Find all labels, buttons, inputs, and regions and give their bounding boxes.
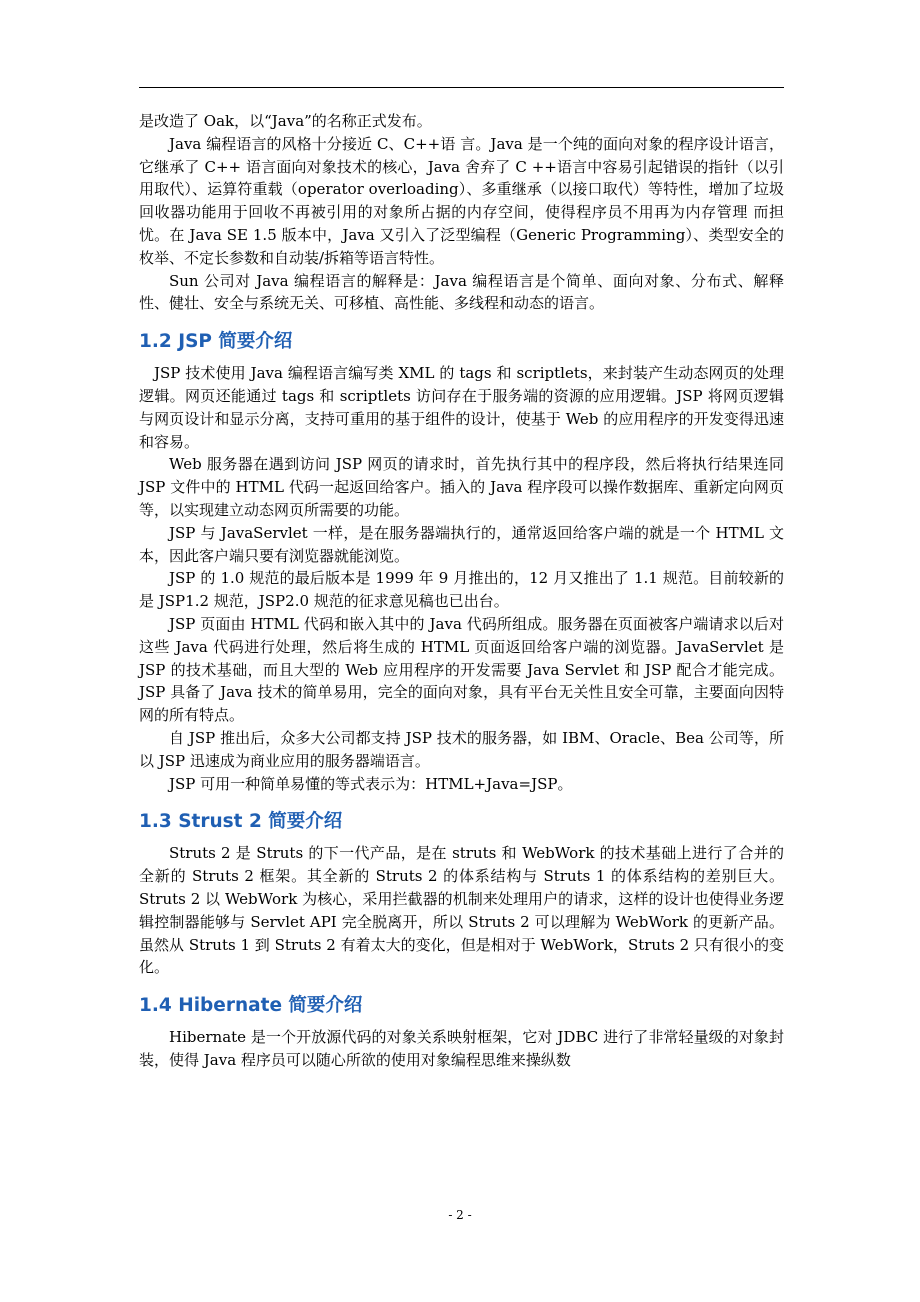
page-number: - 2 - <box>448 1208 472 1222</box>
paragraph: Java 编程语言的风格十分接近 C、C++语 言。Java 是一个纯的面向对象的程序设计语言，它继承了 C++ 语言面向对象技术的核心，Java 舍弃了 C ++语言中容易引起错误的指针（以引用取代）、运算符重载（operator overloading）、多重继承（以接口取代）等特性，增加了垃圾回收器功能用于回收不再被引用的对象所占据的内存空间，使得程序员不用再为内存管理 而担忧。在 Java SE 1.5 版本中，Java 又引入了泛型编程（Generic Programming）、类型安全的枚举、不定长参数和自动装/拆箱等语言特性。 <box>139 134 784 267</box>
paragraph: JSP 的 1.0 规范的最后版本是 1999 年 9 月推出的，12 月又推出了 1.1 规范。目前较新的是 JSP1.2 规范，JSP2.0 规范的征求意见稿也已出台。 <box>139 569 784 611</box>
paragraph: Web 服务器在遇到访问 JSP 网页的请求时，首先执行其中的程序段，然后将执行结果连同 JSP 文件中的 HTML 代码一起返回给客户。插入的 Java 程序段可以操作数据库、重新定向网页等，以实现建立动态网页所需要的功能。 <box>139 455 784 519</box>
section-heading-hibernate: 1.4 Hibernate 简要介绍 <box>139 995 363 1017</box>
section-heading-jsp: 1.2 JSP 简要介绍 <box>139 331 293 353</box>
paragraph: JSP 技术使用 Java 编程语言编写类 XML 的 tags 和 scriptlets，来封装产生动态网页的处理逻辑。网页还能通过 tags 和 scriptlets 访问存在于服务端的资源的应用逻辑。JSP 将网页逻辑与网页设计和显示分离，支持可重用的基于组件的设计，使基于 Web 的应用程序的开发变得迅速和容易。 <box>139 364 784 451</box>
document-body <box>139 110 784 1072</box>
paragraph: 是改造了 Oak，以“Java”的名称正式发布。 <box>139 112 432 130</box>
paragraph: Hibernate 是一个开放源代码的对象关系映射框架，它对 JDBC 进行了非常轻量级的对象封装，使得 Java 程序员可以随心所欲的使用对象编程思维来操纵数 <box>139 1028 784 1069</box>
header-rule <box>139 87 784 88</box>
section-heading-struts: 1.3 Strust 2 简要介绍 <box>139 811 343 833</box>
paragraph: 自 JSP 推出后，众多大公司都支持 JSP 技术的服务器，如 IBM、Oracle、Bea 公司等，所以 JSP 迅速成为商业应用的服务器端语言。 <box>139 728 784 770</box>
paragraph: JSP 页面由 HTML 代码和嵌入其中的 Java 代码所组成。服务器在页面被客户端请求以后对这些 Java 代码进行处理，然后将生成的 HTML 页面返回给客户端的浏览器。JavaServlet 是 JSP 的技术基础，而且大型的 Web 应用程序的开发需要 Java Servlet 和 JSP 配合才能完成。JSP 具备了 Java 技术的简单易用，完全的面向对象，具有平台无关性且安全可靠，主要面向因特网的所有特点。 <box>139 614 784 725</box>
paragraph: Sun 公司对 Java 编程语言的解释是：Java 编程语言是个简单、面向对象、分布式、解释性、健壮、安全与系统无关、可移植、高性能、多线程和动态的语言。 <box>139 271 784 313</box>
paragraph: Struts 2 是 Struts 的下一代产品，是在 struts 和 WebWork 的技术基础上进行了合并的全新的 Struts 2 框架。其全新的 Struts 2 的体系结构与 Struts 1 的体系结构的差别巨大。Struts 2 以 WebWork 为核心，采用拦截器的机制来处理用户的请求，这样的设计也使得业务逻辑控制器能够与 Servlet API 完全脱离开，所以 Struts 2 可以理解为 WebWork 的更新产品。虽然从 Struts 1 到 Struts 2 有着太大的变化，但是相对于 WebWork，Struts 2 只有很小的变化。 <box>139 844 784 977</box>
paragraph: JSP 与 JavaServlet 一样，是在服务器端执行的，通常返回给客户端的就是一个 HTML 文本，因此客户端只要有浏览器就能浏览。 <box>139 523 784 565</box>
paragraph: JSP 可用一种简单易懂的等式表示为：HTML+Java=JSP。 <box>169 774 573 793</box>
